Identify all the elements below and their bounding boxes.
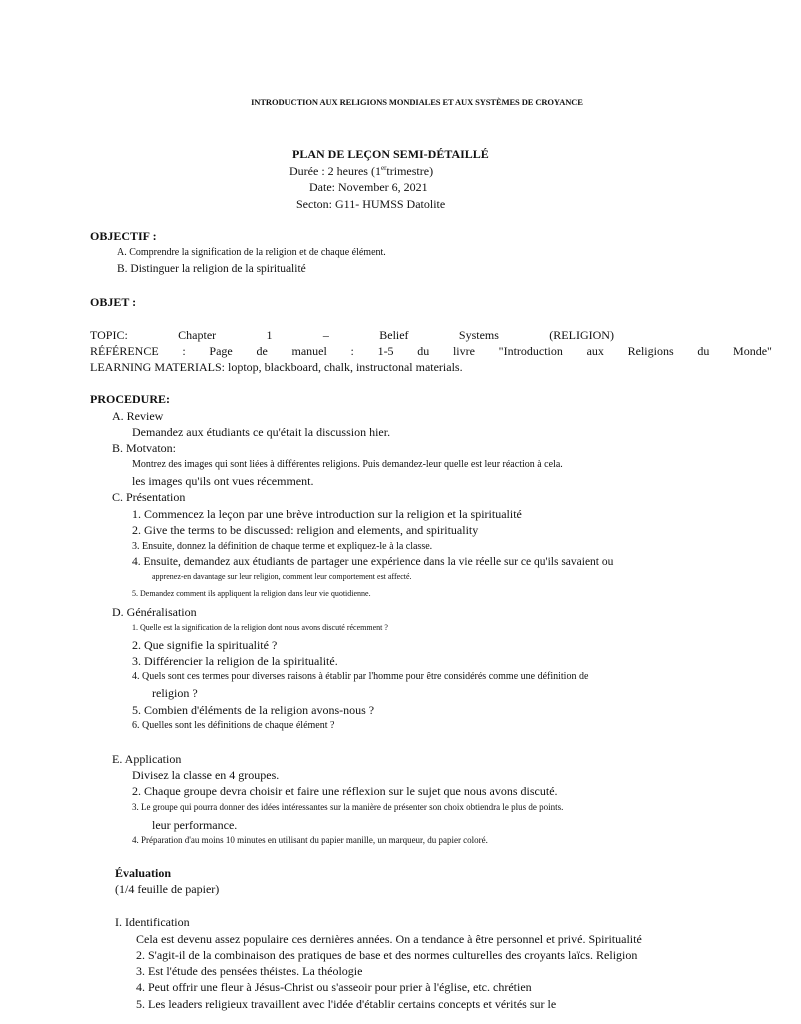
learning-materials: LEARNING MATERIALS: loptop, blackboard, chalk, instructonal materials. xyxy=(90,360,463,374)
reference-word: aux xyxy=(586,344,604,358)
procedure-d-item-cont: religion ? xyxy=(152,686,198,700)
date: Date: November 6, 2021 xyxy=(309,180,428,194)
procedure-e-item: Divisez la classe en 4 groupes. xyxy=(132,768,280,782)
procedure-c-item: 5. Demandez comment ils appliquent la religion dans leur vie quotidienne. xyxy=(132,589,371,598)
reference-word: "Introduction xyxy=(498,344,563,358)
procedure-a-text: Demandez aux étudiants ce qu'était la discussion hier. xyxy=(132,425,391,439)
procedure-c-item: 1. Commencez la leçon par une brève introduction sur la religion et la spiritualité xyxy=(132,507,522,521)
topic-word: Belief xyxy=(379,328,409,342)
procedure-d-item: 5. Combien d'éléments de la religion avons-nous ? xyxy=(132,703,375,717)
evaluation-item: 4. Peut offrir une fleur à Jésus-Christ ou s'asseoir pour prier à l'église, etc. chrétien xyxy=(136,980,532,994)
procedure-d-item: 1. Quelle est la signification de la religion dont nous avons discuté récemment ? xyxy=(132,623,388,632)
topic-word: (RELIGION) xyxy=(549,328,614,342)
evaluation-item: 2. S'agit-il de la combinaison des pratiques de base et des normes culturelles des croyants laïcs. Religion xyxy=(136,948,638,962)
procedure-c-item: 3. Ensuite, donnez la définition de chaque terme et expliquez-le à la classe. xyxy=(132,541,433,552)
procedure-d-item: 2. Que signifie la spiritualité ? xyxy=(132,638,278,652)
reference-word: Page xyxy=(209,344,233,358)
reference-word: de xyxy=(256,344,268,358)
topic-word: Chapter xyxy=(178,328,217,342)
reference-word: livre xyxy=(452,344,475,358)
procedure-e-item: 4. Préparation d'au moins 10 minutes en utilisant du papier manille, un marqueur, du papier coloré. xyxy=(132,835,488,845)
procedure-b-label: B. Motvaton: xyxy=(112,441,177,455)
topic-word: 1 xyxy=(266,328,273,342)
evaluation-item: 5. Les leaders religieux travaillent avec l'idée d'établir certains concepts et vérités sur le xyxy=(136,997,557,1011)
topic-word: Systems xyxy=(458,328,499,342)
procedure-d-item: 6. Quelles sont les définitions de chaque élément ? xyxy=(132,720,335,731)
procedure-c-item: 4. Ensuite, demandez aux étudiants de partager une expérience dans la vie réelle sur ce qu'ils savaient ou xyxy=(132,556,614,568)
procedure-c-label: C. Présentation xyxy=(112,490,186,504)
topic-line xyxy=(90,328,614,343)
procedure-a-label: A. Review xyxy=(112,409,164,423)
objet-title: OBJET : xyxy=(90,295,137,309)
reference-word: : xyxy=(350,344,354,358)
procedure-e-item-cont: leur performance. xyxy=(152,818,238,832)
objectif-a: A. Comprendre la signification de la religion et de chaque élément. xyxy=(117,247,386,258)
plan-title: PLAN DE LEÇON SEMI-DÉTAILLÉ xyxy=(292,147,489,161)
reference-word: du xyxy=(417,344,430,358)
reference-word: Religions xyxy=(627,344,674,358)
procedure-d-item: 3. Différencier la religion de la spiritualité. xyxy=(132,654,338,668)
evaluation-item: Cela est devenu assez populaire ces dernières années. On a tendance à être personnel et privé. Spiritualité xyxy=(136,932,642,946)
duration: Durée : 2 heures (1ertrimestre) xyxy=(289,164,434,178)
procedure-d-label: D. Généralisation xyxy=(112,605,197,619)
procedure-e-item: 3. Le groupe qui pourra donner des idées intéressantes sur la manière de présenter son choix obtiendra le plus de points. xyxy=(132,802,564,812)
procedure-b-text: Montrez des images qui sont liées à différentes religions. Puis demandez-leur quelle est leur réaction à cela. xyxy=(132,459,563,470)
reference-word: manuel xyxy=(291,344,327,358)
evaluation-title: Évaluation xyxy=(115,866,172,880)
topic-word: – xyxy=(322,328,329,342)
procedure-c-item: 2. Give the terms to be discussed: religion and elements, and spirituality xyxy=(132,523,479,537)
section: Secton: G11- HUMSS Datolite xyxy=(296,197,446,211)
reference-line xyxy=(90,344,772,359)
evaluation-item: 3. Est l'étude des pensées théistes. La théologie xyxy=(136,964,363,978)
procedure-e-item: 2. Chaque groupe devra choisir et faire une réflexion sur le sujet que nous avons discuté. xyxy=(132,784,558,798)
procedure-title: PROCEDURE: xyxy=(90,392,170,406)
evaluation-sub: (1/4 feuille de papier) xyxy=(115,882,220,896)
procedure-e-label: E. Application xyxy=(112,752,182,766)
reference-word: du xyxy=(697,344,710,358)
procedure-d-item: 4. Quels sont ces termes pour diverses raisons à établir par l'homme pour être considérés comme une définition de xyxy=(132,671,589,682)
evaluation-i-label: I. Identification xyxy=(115,915,190,929)
document-header: INTRODUCTION AUX RELIGIONS MONDIALES ET AUX SYSTÈMES DE CROYANCE xyxy=(251,97,583,107)
objectif-b: B. Distinguer la religion de la spiritualité xyxy=(117,263,306,275)
reference-word: RÉFÉRENCE xyxy=(90,344,159,358)
procedure-b-text: les images qu'ils ont vues récemment. xyxy=(132,474,314,488)
procedure-c-item-cont: apprenez-en davantage sur leur religion, comment leur comportement est affecté. xyxy=(152,572,412,581)
topic-word: TOPIC: xyxy=(90,328,128,342)
reference-word: : xyxy=(182,344,186,358)
reference-word: 1-5 xyxy=(377,344,394,358)
reference-word: Monde" xyxy=(733,344,772,358)
objectif-title: OBJECTIF : xyxy=(90,229,157,243)
